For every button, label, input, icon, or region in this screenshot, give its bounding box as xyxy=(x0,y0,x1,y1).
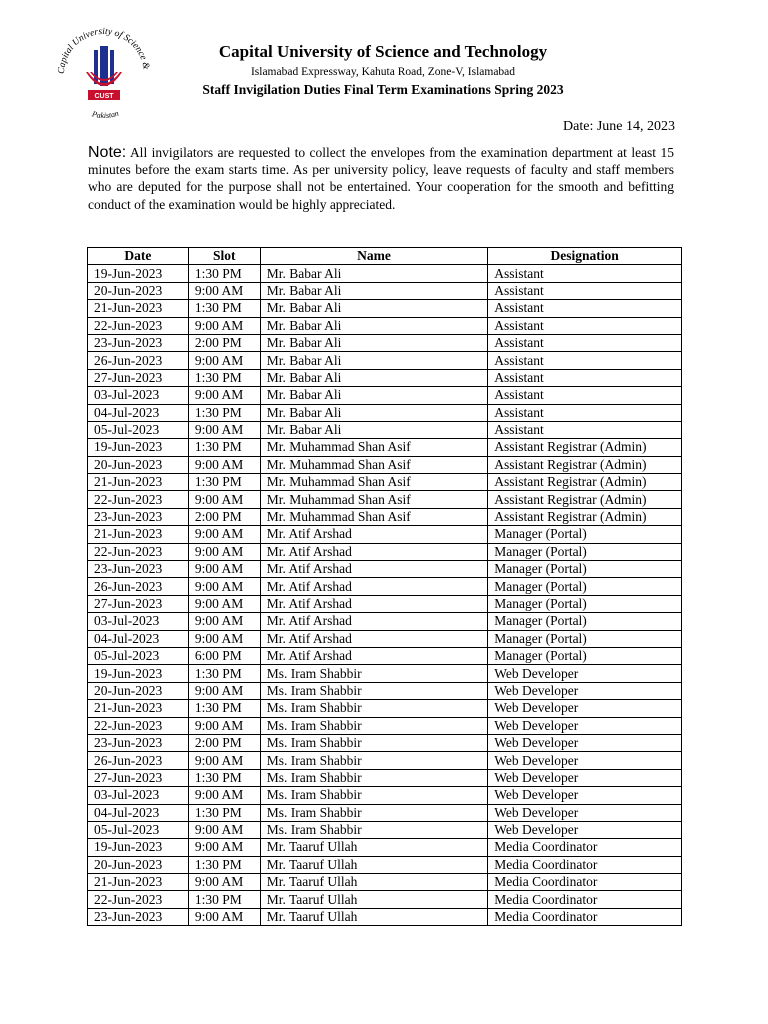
cell-designation: Manager (Portal) xyxy=(488,595,682,612)
cell-slot: 9:00 AM xyxy=(188,352,260,369)
table-row xyxy=(88,891,682,908)
cell-designation: Manager (Portal) xyxy=(488,526,682,543)
cell-date: 19-Jun-2023 xyxy=(88,665,189,682)
table-header-row xyxy=(88,248,682,265)
table-row xyxy=(88,369,682,386)
cell-date: 27-Jun-2023 xyxy=(88,769,189,786)
cell-designation: Web Developer xyxy=(488,734,682,751)
cell-name: Mr. Babar Ali xyxy=(260,387,488,404)
cell-slot: 1:30 PM xyxy=(188,769,260,786)
cell-designation: Media Coordinator xyxy=(488,891,682,908)
cell-date: 04-Jul-2023 xyxy=(88,404,189,421)
cell-name: Mr. Taaruf Ullah xyxy=(260,839,488,856)
table-row xyxy=(88,334,682,351)
cell-slot: 9:00 AM xyxy=(188,456,260,473)
cell-name: Mr. Atif Arshad xyxy=(260,647,488,664)
cell-slot: 9:00 AM xyxy=(188,578,260,595)
cell-date: 03-Jul-2023 xyxy=(88,787,189,804)
cell-designation: Manager (Portal) xyxy=(488,578,682,595)
cell-name: Ms. Iram Shabbir xyxy=(260,821,488,838)
cell-designation: Assistant xyxy=(488,404,682,421)
logo-badge: CUST xyxy=(94,93,114,100)
cell-name: Mr. Taaruf Ullah xyxy=(260,891,488,908)
table-row xyxy=(88,752,682,769)
table-row xyxy=(88,787,682,804)
note-label: Note: xyxy=(88,144,127,161)
cell-slot: 9:00 AM xyxy=(188,717,260,734)
table-row xyxy=(88,508,682,525)
cell-slot: 2:00 PM xyxy=(188,734,260,751)
cell-date: 20-Jun-2023 xyxy=(88,282,189,299)
cell-slot: 9:00 AM xyxy=(188,491,260,508)
cell-designation: Assistant xyxy=(488,369,682,386)
cell-designation: Assistant Registrar (Admin) xyxy=(488,456,682,473)
cell-name: Mr. Muhammad Shan Asif xyxy=(260,456,488,473)
cell-date: 23-Jun-2023 xyxy=(88,334,189,351)
svg-text:Pakistan xyxy=(90,109,120,120)
cell-designation: Web Developer xyxy=(488,804,682,821)
cell-designation: Assistant xyxy=(488,421,682,438)
cell-slot: 6:00 PM xyxy=(188,647,260,664)
cell-date: 20-Jun-2023 xyxy=(88,456,189,473)
cell-designation: Assistant xyxy=(488,334,682,351)
table-row xyxy=(88,456,682,473)
table-row xyxy=(88,821,682,838)
table-row xyxy=(88,682,682,699)
cell-date: 21-Jun-2023 xyxy=(88,474,189,491)
cell-name: Mr. Babar Ali xyxy=(260,404,488,421)
cell-slot: 9:00 AM xyxy=(188,526,260,543)
cell-date: 22-Jun-2023 xyxy=(88,717,189,734)
cell-date: 19-Jun-2023 xyxy=(88,839,189,856)
table-row xyxy=(88,734,682,751)
cell-name: Mr. Babar Ali xyxy=(260,317,488,334)
cell-designation: Web Developer xyxy=(488,769,682,786)
cell-slot: 9:00 AM xyxy=(188,595,260,612)
cell-date: 22-Jun-2023 xyxy=(88,543,189,560)
cell-slot: 9:00 AM xyxy=(188,839,260,856)
table-row xyxy=(88,717,682,734)
university-seal-icon xyxy=(50,22,158,122)
cell-date: 22-Jun-2023 xyxy=(88,491,189,508)
cell-designation: Web Developer xyxy=(488,682,682,699)
cell-date: 27-Jun-2023 xyxy=(88,369,189,386)
cell-date: 03-Jul-2023 xyxy=(88,613,189,630)
cell-date: 05-Jul-2023 xyxy=(88,821,189,838)
cell-designation: Assistant xyxy=(488,300,682,317)
logo-text-bottom: Pakistan xyxy=(91,108,120,121)
table-row xyxy=(88,804,682,821)
cell-name: Mr. Atif Arshad xyxy=(260,595,488,612)
cell-date: 21-Jun-2023 xyxy=(88,874,189,891)
cell-designation: Assistant xyxy=(488,282,682,299)
cell-date: 19-Jun-2023 xyxy=(88,265,189,282)
cell-name: Mr. Atif Arshad xyxy=(260,613,488,630)
cell-date: 20-Jun-2023 xyxy=(88,856,189,873)
table-row xyxy=(88,700,682,717)
logo-emblem xyxy=(86,46,122,100)
table-body xyxy=(88,265,682,926)
table-row xyxy=(88,839,682,856)
table-row xyxy=(88,421,682,438)
cell-designation: Web Developer xyxy=(488,700,682,717)
cell-designation: Manager (Portal) xyxy=(488,613,682,630)
cell-date: 19-Jun-2023 xyxy=(88,439,189,456)
cell-name: Ms. Iram Shabbir xyxy=(260,769,488,786)
document-subtitle: Staff Invigilation Duties Final Term Examinations Spring 2023 xyxy=(202,82,564,97)
header-name: Name xyxy=(260,248,488,265)
cell-date: 22-Jun-2023 xyxy=(88,317,189,334)
cell-name: Mr. Babar Ali xyxy=(260,300,488,317)
cell-designation: Manager (Portal) xyxy=(488,647,682,664)
table-row xyxy=(88,265,682,282)
cell-designation: Assistant Registrar (Admin) xyxy=(488,508,682,525)
table-row xyxy=(88,474,682,491)
cell-designation: Media Coordinator xyxy=(488,908,682,925)
cell-date: 27-Jun-2023 xyxy=(88,595,189,612)
cell-name: Mr. Taaruf Ullah xyxy=(260,874,488,891)
cell-slot: 1:30 PM xyxy=(188,700,260,717)
cell-date: 20-Jun-2023 xyxy=(88,682,189,699)
cell-slot: 1:30 PM xyxy=(188,300,260,317)
cell-slot: 1:30 PM xyxy=(188,804,260,821)
cell-slot: 1:30 PM xyxy=(188,891,260,908)
cell-designation: Media Coordinator xyxy=(488,856,682,873)
cell-slot: 1:30 PM xyxy=(188,856,260,873)
table-row xyxy=(88,647,682,664)
cell-date: 03-Jul-2023 xyxy=(88,387,189,404)
document-title: Capital University of Science and Technology xyxy=(218,42,548,61)
invigilation-table xyxy=(87,247,682,926)
cell-slot: 9:00 AM xyxy=(188,787,260,804)
cell-name: Mr. Babar Ali xyxy=(260,421,488,438)
cell-slot: 9:00 AM xyxy=(188,543,260,560)
cell-name: Mr. Babar Ali xyxy=(260,369,488,386)
cell-date: 05-Jul-2023 xyxy=(88,647,189,664)
cell-date: 05-Jul-2023 xyxy=(88,421,189,438)
cell-slot: 9:00 AM xyxy=(188,821,260,838)
cell-slot: 1:30 PM xyxy=(188,439,260,456)
cell-slot: 1:30 PM xyxy=(188,369,260,386)
cell-name: Ms. Iram Shabbir xyxy=(260,752,488,769)
table-row xyxy=(88,630,682,647)
cell-name: Mr. Atif Arshad xyxy=(260,561,488,578)
table-row xyxy=(88,769,682,786)
note-text: All invigilators are requested to collect the envelopes from the examination department at least 15 minutes before the exam starts time. As per university policy, leave requests of faculty and staff members who are deputed for the purpose shall not be entertained. Your cooperation for the smooth and befitting conduct of the examination would be highly appreciated. xyxy=(88,145,674,212)
cell-date: 22-Jun-2023 xyxy=(88,891,189,908)
cell-name: Mr. Muhammad Shan Asif xyxy=(260,439,488,456)
table-row xyxy=(88,856,682,873)
cell-designation: Media Coordinator xyxy=(488,874,682,891)
table-row xyxy=(88,578,682,595)
cell-name: Mr. Muhammad Shan Asif xyxy=(260,508,488,525)
cell-name: Mr. Atif Arshad xyxy=(260,630,488,647)
table-row xyxy=(88,543,682,560)
cell-slot: 9:00 AM xyxy=(188,752,260,769)
cell-slot: 1:30 PM xyxy=(188,265,260,282)
cell-date: 04-Jul-2023 xyxy=(88,630,189,647)
cell-designation: Media Coordinator xyxy=(488,839,682,856)
table-row xyxy=(88,665,682,682)
cell-slot: 1:30 PM xyxy=(188,665,260,682)
header-date: Date xyxy=(88,248,189,265)
cell-designation: Assistant Registrar (Admin) xyxy=(488,474,682,491)
table-row xyxy=(88,595,682,612)
cell-designation: Assistant xyxy=(488,352,682,369)
cell-designation: Assistant Registrar (Admin) xyxy=(488,439,682,456)
cell-name: Ms. Iram Shabbir xyxy=(260,700,488,717)
cell-designation: Manager (Portal) xyxy=(488,561,682,578)
document-date: Date: June 14, 2023 xyxy=(563,119,675,134)
cell-designation: Manager (Portal) xyxy=(488,543,682,560)
cell-date: 26-Jun-2023 xyxy=(88,352,189,369)
cell-name: Mr. Babar Ali xyxy=(260,334,488,351)
cell-slot: 9:00 AM xyxy=(188,282,260,299)
cell-name: Mr. Atif Arshad xyxy=(260,578,488,595)
cell-date: 23-Jun-2023 xyxy=(88,508,189,525)
table-row xyxy=(88,300,682,317)
cell-slot: 2:00 PM xyxy=(188,334,260,351)
cell-name: Ms. Iram Shabbir xyxy=(260,665,488,682)
table-row xyxy=(88,561,682,578)
table-row xyxy=(88,404,682,421)
cell-name: Mr. Atif Arshad xyxy=(260,526,488,543)
cell-name: Mr. Muhammad Shan Asif xyxy=(260,491,488,508)
cell-slot: 9:00 AM xyxy=(188,421,260,438)
table-row xyxy=(88,613,682,630)
cell-designation: Assistant Registrar (Admin) xyxy=(488,491,682,508)
cell-date: 23-Jun-2023 xyxy=(88,908,189,925)
cell-slot: 1:30 PM xyxy=(188,404,260,421)
cell-slot: 9:00 AM xyxy=(188,561,260,578)
cell-name: Mr. Babar Ali xyxy=(260,265,488,282)
cell-slot: 1:30 PM xyxy=(188,474,260,491)
cell-name: Ms. Iram Shabbir xyxy=(260,682,488,699)
cell-name: Ms. Iram Shabbir xyxy=(260,787,488,804)
cell-name: Mr. Babar Ali xyxy=(260,282,488,299)
cell-designation: Assistant xyxy=(488,317,682,334)
cell-designation: Assistant xyxy=(488,265,682,282)
table-row xyxy=(88,526,682,543)
logo-text-top: Capital University of Science & xyxy=(56,26,151,75)
cell-name: Mr. Atif Arshad xyxy=(260,543,488,560)
cell-slot: 9:00 AM xyxy=(188,908,260,925)
note-paragraph xyxy=(88,144,674,213)
cell-name: Ms. Iram Shabbir xyxy=(260,734,488,751)
cell-slot: 9:00 AM xyxy=(188,630,260,647)
table-row xyxy=(88,387,682,404)
cell-designation: Web Developer xyxy=(488,821,682,838)
cell-date: 21-Jun-2023 xyxy=(88,526,189,543)
cell-date: 21-Jun-2023 xyxy=(88,700,189,717)
cell-date: 26-Jun-2023 xyxy=(88,578,189,595)
table-row xyxy=(88,317,682,334)
cell-designation: Web Developer xyxy=(488,752,682,769)
cell-name: Mr. Muhammad Shan Asif xyxy=(260,474,488,491)
cell-slot: 9:00 AM xyxy=(188,874,260,891)
cell-designation: Assistant xyxy=(488,387,682,404)
cell-date: 26-Jun-2023 xyxy=(88,752,189,769)
cell-date: 04-Jul-2023 xyxy=(88,804,189,821)
table-row xyxy=(88,908,682,925)
university-logo xyxy=(50,22,158,122)
cell-name: Ms. Iram Shabbir xyxy=(260,804,488,821)
cell-date: 23-Jun-2023 xyxy=(88,734,189,751)
table-row xyxy=(88,439,682,456)
table-row xyxy=(88,352,682,369)
cell-name: Mr. Taaruf Ullah xyxy=(260,908,488,925)
cell-slot: 9:00 AM xyxy=(188,387,260,404)
cell-name: Mr. Babar Ali xyxy=(260,352,488,369)
header-slot: Slot xyxy=(188,248,260,265)
cell-date: 21-Jun-2023 xyxy=(88,300,189,317)
cell-slot: 9:00 AM xyxy=(188,317,260,334)
table-row xyxy=(88,874,682,891)
cell-slot: 9:00 AM xyxy=(188,682,260,699)
cell-designation: Web Developer xyxy=(488,665,682,682)
cell-designation: Web Developer xyxy=(488,717,682,734)
cell-slot: 2:00 PM xyxy=(188,508,260,525)
cell-designation: Manager (Portal) xyxy=(488,630,682,647)
header-designation: Designation xyxy=(488,248,682,265)
cell-date: 23-Jun-2023 xyxy=(88,561,189,578)
cell-slot: 9:00 AM xyxy=(188,613,260,630)
table-row xyxy=(88,282,682,299)
table-row xyxy=(88,491,682,508)
university-address: Islamabad Expressway, Kahuta Road, Zone-V, Islamabad xyxy=(250,66,516,78)
cell-designation: Web Developer xyxy=(488,787,682,804)
cell-name: Mr. Taaruf Ullah xyxy=(260,856,488,873)
cell-name: Ms. Iram Shabbir xyxy=(260,717,488,734)
